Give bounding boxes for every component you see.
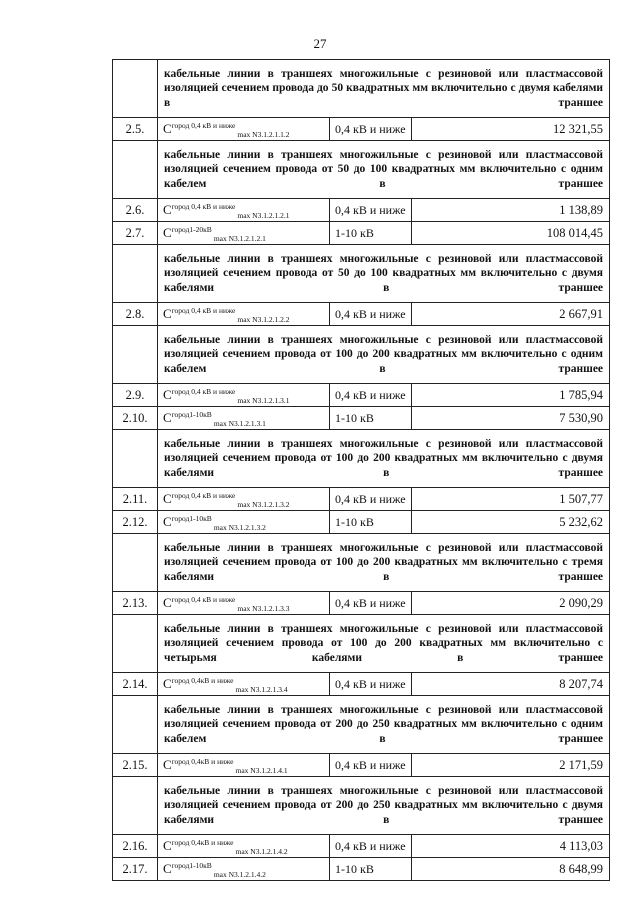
- rate-row: [113, 754, 610, 777]
- row-number: 2.15.: [113, 754, 158, 777]
- row-number: 2.6.: [113, 199, 158, 222]
- category-description: кабельные линии в траншеях многожильные с резиновой или пластмассовой изоляцией сечением провода от 100 до 200 квадратных мм включительно с тремя кабелями в траншее: [158, 534, 610, 592]
- row-number: 2.14.: [113, 673, 158, 696]
- rate-superscript: город 0,4 кВ и ниже: [171, 201, 236, 211]
- rate-code: [158, 488, 330, 511]
- rate-code: [158, 199, 330, 222]
- row-number: 2.9.: [113, 384, 158, 407]
- rate-superscript: город1-10кВ: [171, 409, 212, 419]
- voltage-level: 0,4 кВ и ниже: [330, 488, 412, 511]
- rate-symbol: C: [163, 201, 172, 217]
- rate-superscript: город 0,4 кВ и ниже: [171, 490, 236, 500]
- row-number: 2.7.: [113, 222, 158, 245]
- row-number: 2.11.: [113, 488, 158, 511]
- rate-symbol: C: [163, 675, 172, 691]
- rate-symbol: C: [163, 386, 172, 402]
- category-row: [113, 777, 610, 835]
- category-row: [113, 326, 610, 384]
- rate-superscript: город 0,4 кВ и ниже: [171, 120, 236, 130]
- rate-row: [113, 858, 610, 881]
- category-description: кабельные линии в траншеях многожильные с резиновой или пластмассовой изоляцией сечением провода до 50 квадратных мм включительно с двумя кабелями в траншее: [158, 60, 610, 118]
- voltage-level: 1-10 кВ: [330, 858, 412, 881]
- page-number: 27: [313, 36, 327, 51]
- voltage-level: 1-10 кВ: [330, 511, 412, 534]
- rate-row: [113, 407, 610, 430]
- row-number: 2.16.: [113, 835, 158, 858]
- rate-symbol: C: [163, 837, 172, 853]
- rate-code: [158, 754, 330, 777]
- empty-number-cell: [113, 777, 158, 835]
- rate-symbol: C: [163, 305, 172, 321]
- voltage-level: 0,4 кВ и ниже: [330, 673, 412, 696]
- empty-number-cell: [113, 326, 158, 384]
- rate-value: 1 507,77: [412, 488, 610, 511]
- voltage-level: 0,4 кВ и ниже: [330, 118, 412, 141]
- rate-row: [113, 673, 610, 696]
- rate-subscript: max N3.1.2.1.1.2: [237, 129, 290, 139]
- rate-symbol: C: [163, 224, 172, 240]
- rate-code: [158, 303, 330, 326]
- rate-value: 12 321,55: [412, 118, 610, 141]
- empty-number-cell: [113, 534, 158, 592]
- tariff-table-body: [113, 60, 610, 881]
- voltage-level: 0,4 кВ и ниже: [330, 199, 412, 222]
- rate-subscript: max N3.1.2.1.4.1: [235, 765, 288, 775]
- empty-number-cell: [113, 141, 158, 199]
- rate-subscript: max N3.1.2.1.2.1: [213, 233, 266, 243]
- row-number: 2.13.: [113, 592, 158, 615]
- rate-symbol: C: [163, 409, 172, 425]
- rate-row: [113, 835, 610, 858]
- row-number: 2.8.: [113, 303, 158, 326]
- rate-symbol: C: [163, 490, 172, 506]
- rate-subscript: max N3.1.2.1.2.2: [237, 314, 290, 324]
- rate-subscript: max N3.1.2.1.3.3: [237, 603, 290, 613]
- voltage-level: 0,4 кВ и ниже: [330, 835, 412, 858]
- rate-symbol: C: [163, 756, 172, 772]
- rate-superscript: город 0,4 кВ и ниже: [171, 594, 236, 604]
- rate-subscript: max N3.1.2.1.4.2: [213, 869, 266, 879]
- rate-subscript: max N3.1.2.1.3.2: [213, 522, 266, 532]
- rate-value: 7 530,90: [412, 407, 610, 430]
- category-row: [113, 141, 610, 199]
- rate-subscript: max N3.1.2.1.3.1: [237, 395, 290, 405]
- rate-row: [113, 222, 610, 245]
- category-description: кабельные линии в траншеях многожильные с резиновой или пластмассовой изоляцией сечением провода от 100 до 200 квадратных мм включительно с четырьмя кабелями в траншее: [158, 615, 610, 673]
- rate-code: [158, 407, 330, 430]
- rate-row: [113, 303, 610, 326]
- rate-superscript: город 0,4 кВ и ниже: [171, 386, 236, 396]
- rate-superscript: город 0,4кВ и ниже: [171, 837, 234, 847]
- row-number: 2.12.: [113, 511, 158, 534]
- rate-code: [158, 673, 330, 696]
- rate-row: [113, 592, 610, 615]
- rate-value: 5 232,62: [412, 511, 610, 534]
- rate-symbol: C: [163, 594, 172, 610]
- category-description: кабельные линии в траншеях многожильные с резиновой или пластмассовой изоляцией сечением провода от 50 до 100 квадратных мм включительно с двумя кабелями в траншее: [158, 245, 610, 303]
- rate-subscript: max N3.1.2.1.3.4: [235, 684, 288, 694]
- row-number: 2.5.: [113, 118, 158, 141]
- rate-value: 2 090,29: [412, 592, 610, 615]
- rate-superscript: город 0,4кВ и ниже: [171, 675, 234, 685]
- category-description: кабельные линии в траншеях многожильные с резиновой или пластмассовой изоляцией сечением провода от 50 до 100 квадратных мм включительно с одним кабелем в траншее: [158, 141, 610, 199]
- rate-row: [113, 199, 610, 222]
- rate-code: [158, 222, 330, 245]
- rate-value: 1 785,94: [412, 384, 610, 407]
- voltage-level: 0,4 кВ и ниже: [330, 384, 412, 407]
- category-row: [113, 534, 610, 592]
- rate-superscript: город 0,4 кВ и ниже: [171, 305, 236, 315]
- rate-superscript: город1-10кВ: [171, 513, 212, 523]
- rate-code: [158, 118, 330, 141]
- rate-row: [113, 511, 610, 534]
- voltage-level: 1-10 кВ: [330, 222, 412, 245]
- rate-code: [158, 511, 330, 534]
- category-row: [113, 60, 610, 118]
- rate-row: [113, 488, 610, 511]
- voltage-level: 0,4 кВ и ниже: [330, 754, 412, 777]
- rate-row: [113, 384, 610, 407]
- rate-symbol: C: [163, 860, 172, 876]
- rate-value: 8 207,74: [412, 673, 610, 696]
- category-description: кабельные линии в траншеях многожильные с резиновой или пластмассовой изоляцией сечением провода от 200 до 250 квадратных мм включительно с одним кабелем в траншее: [158, 696, 610, 754]
- rate-code: [158, 858, 330, 881]
- category-row: [113, 245, 610, 303]
- category-row: [113, 696, 610, 754]
- voltage-level: 0,4 кВ и ниже: [330, 592, 412, 615]
- rate-symbol: C: [163, 513, 172, 529]
- row-number: 2.17.: [113, 858, 158, 881]
- rate-subscript: max N3.1.2.1.3.1: [213, 418, 266, 428]
- tariff-table: [112, 59, 610, 881]
- rate-value: 8 648,99: [412, 858, 610, 881]
- rate-subscript: max N3.1.2.1.3.2: [237, 499, 290, 509]
- category-description: кабельные линии в траншеях многожильные с резиновой или пластмассовой изоляцией сечением провода от 200 до 250 квадратных мм включительно с двумя кабелями в траншее: [158, 777, 610, 835]
- rate-value: 2 171,59: [412, 754, 610, 777]
- empty-number-cell: [113, 696, 158, 754]
- category-row: [113, 430, 610, 488]
- rate-value: 1 138,89: [412, 199, 610, 222]
- rate-superscript: город1-10кВ: [171, 860, 212, 870]
- rate-value: 4 113,03: [412, 835, 610, 858]
- rate-subscript: max N3.1.2.1.4.2: [235, 846, 288, 856]
- voltage-level: 0,4 кВ и ниже: [330, 303, 412, 326]
- rate-value: 2 667,91: [412, 303, 610, 326]
- voltage-level: 1-10 кВ: [330, 407, 412, 430]
- empty-number-cell: [113, 615, 158, 673]
- empty-number-cell: [113, 245, 158, 303]
- category-description: кабельные линии в траншеях многожильные с резиновой или пластмассовой изоляцией сечением провода от 100 до 200 квадратных мм включительно с двумя кабелями в траншее: [158, 430, 610, 488]
- category-description: кабельные линии в траншеях многожильные с резиновой или пластмассовой изоляцией сечением провода от 100 до 200 квадратных мм включительно с одним кабелем в траншее: [158, 326, 610, 384]
- empty-number-cell: [113, 430, 158, 488]
- rate-symbol: C: [163, 120, 172, 136]
- rate-code: [158, 384, 330, 407]
- rate-code: [158, 835, 330, 858]
- category-row: [113, 615, 610, 673]
- rate-subscript: max N3.1.2.1.2.1: [237, 210, 290, 220]
- rate-value: 108 014,45: [412, 222, 610, 245]
- rate-row: [113, 118, 610, 141]
- empty-number-cell: [113, 60, 158, 118]
- rate-superscript: город 0,4кВ и ниже: [171, 756, 234, 766]
- row-number: 2.10.: [113, 407, 158, 430]
- rate-superscript: город1-20кВ: [171, 224, 212, 234]
- rate-code: [158, 592, 330, 615]
